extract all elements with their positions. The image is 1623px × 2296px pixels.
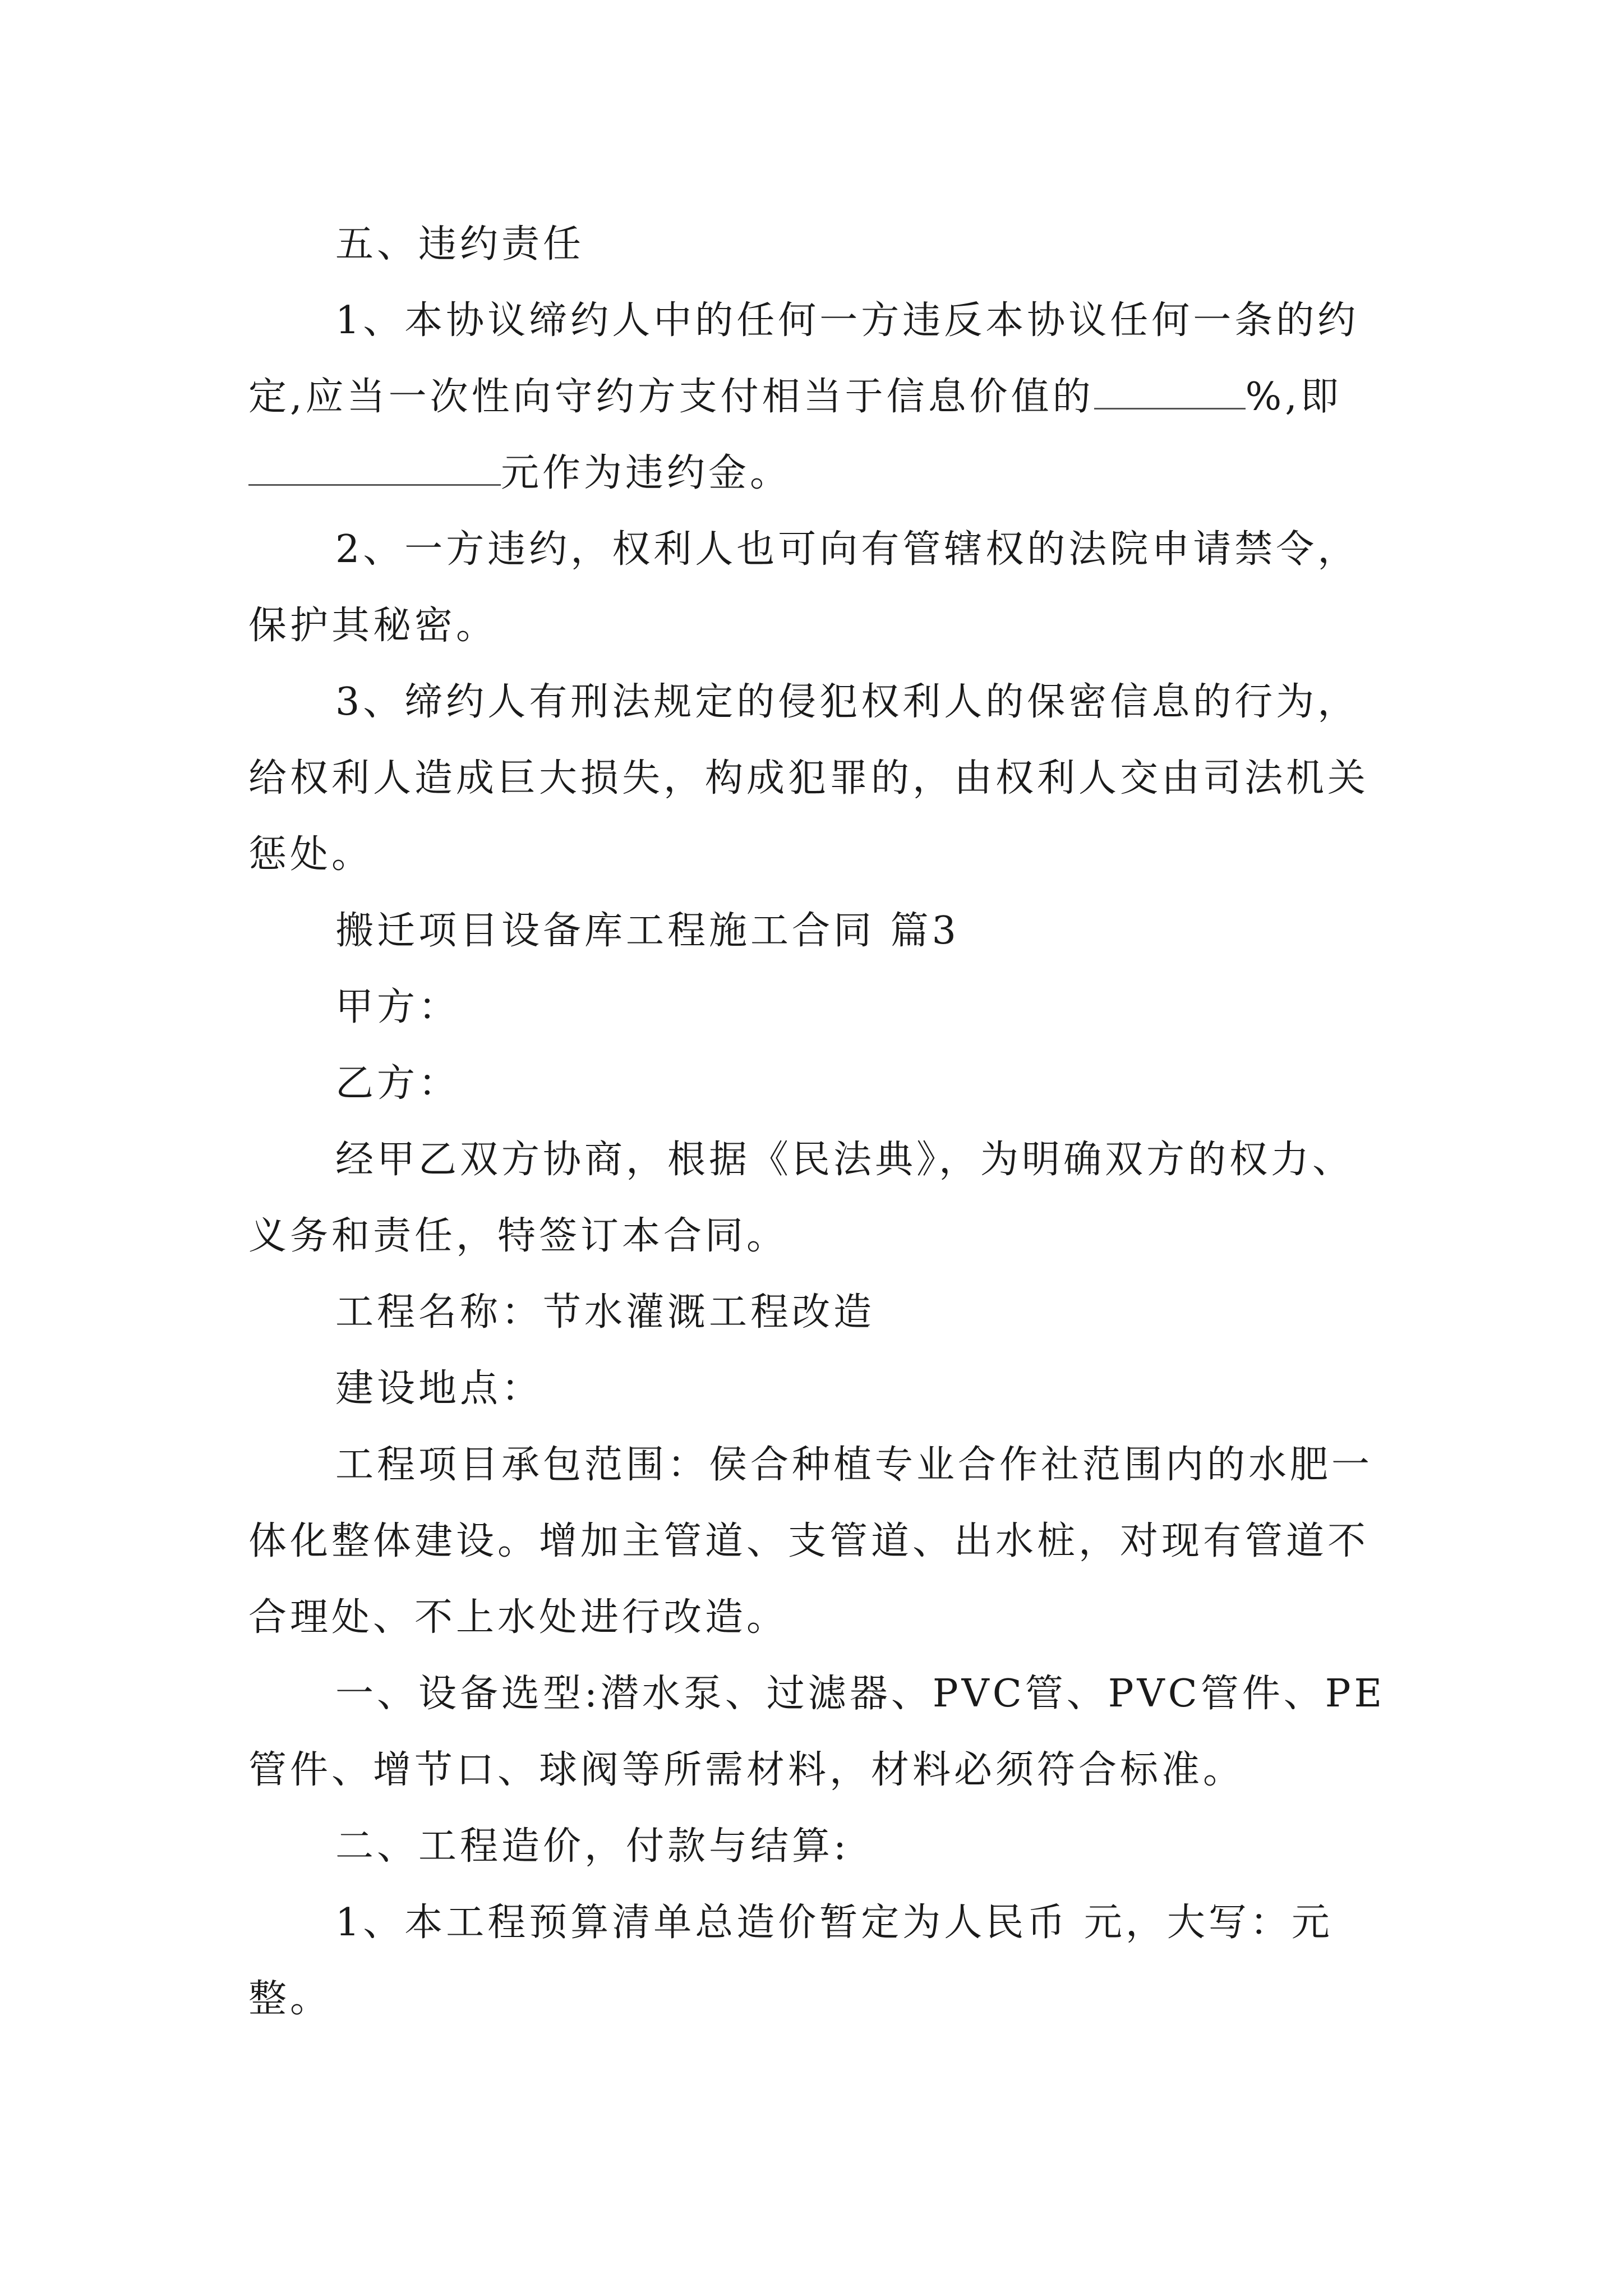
- project-scope: 工程项目承包范围：侯合种植专业合作社范围内的水肥一体化整体建设。增加主管道、支管道、出水桩，对现有管道不合理处、不上水处进行改造。: [248, 1443, 1373, 1640]
- clause-injunction: 2、一方违约，权利人也可向有管辖权的法院申请禁令，保护其秘密。: [248, 527, 1359, 648]
- clause-budget: 1、本工程预算清单总造价暂定为人民币 元，大写：元整。: [248, 1901, 1333, 2021]
- clause-penalty: [248, 283, 1387, 512]
- clause-penalty-text-3: 元作为违约金。: [501, 451, 792, 495]
- equipment-selection: 一、设备选型:潜水泵、过滤器、PVC管、PVC管件、PE管件、增节口、球阀等所需材料，材料必须符合标准。: [248, 1672, 1386, 1792]
- project-name: 工程名称：节水灌溉工程改造: [335, 1290, 875, 1335]
- blank-amount: [248, 450, 501, 486]
- clause-penalty-text-2: %,即: [1245, 375, 1342, 419]
- construction-site: 建设地点：: [335, 1366, 543, 1411]
- document-body: [248, 206, 1387, 2037]
- blank-percentage: [1094, 374, 1246, 409]
- section-heading-cost-payment: 二、工程造价，付款与结算:: [335, 1824, 850, 1869]
- clause-penalty-text-1: 1、本协议缔约人中的任何一方违反本协议任何一条的约定,应当一次性向守约方支付相当于信息价值的: [248, 298, 1359, 419]
- party-b: 乙方：: [335, 1061, 460, 1106]
- preamble: 经甲乙双方协商，根据《民法典》，为明确双方的权力、义务和责任，特签订本合同。: [248, 1138, 1354, 1258]
- party-a: 甲方：: [335, 985, 460, 1029]
- contract-title: 搬迁项目设备库工程施工合同 篇3: [335, 909, 960, 953]
- section-heading-breach-liability: 五、违约责任: [335, 222, 585, 266]
- clause-criminal: 3、缔约人有刑法规定的侵犯权利人的保密信息的行为，给权利人造成巨大损失，构成犯罪的，由权利人交由司法机关惩处。: [248, 680, 1370, 877]
